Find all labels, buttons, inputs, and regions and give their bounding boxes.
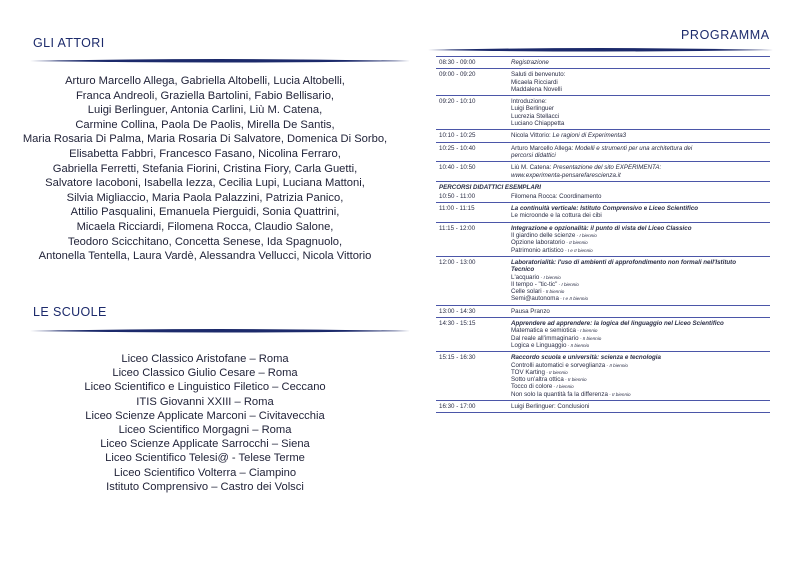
actor-line: Gabriella Ferretti, Stefania Fiorini, Cristina Fiory, Carla Guetti,: [52, 162, 358, 175]
school-line: Liceo Classico Aristofane – Roma: [121, 353, 289, 365]
program-time: 12:00 - 13:00: [439, 258, 476, 266]
program-line: L'acquario - I biennio: [511, 273, 561, 281]
program-line: Dal reale all'immaginario - II biennio: [511, 334, 602, 342]
program-line: Liù M. Catena: Presentazione del sito EXPERIMENTA:: [511, 164, 662, 172]
actor-line: Franca Andreoli, Graziella Bartolini, Fabio Bellisario,: [75, 89, 335, 102]
actor-line: Antonella Tentella, Laura Vardè, Alessandra Vellucci, Nicola Vittorio: [38, 250, 372, 263]
program-line: Tocco di colore - I biennio: [511, 383, 574, 391]
program-time: 09:00 - 09:20: [439, 71, 476, 79]
program-time: 10:25 - 10:40: [439, 144, 476, 152]
program-row: [436, 203, 770, 223]
program-row: [436, 191, 770, 203]
program-line: Maddalena Novelli: [511, 85, 562, 93]
program-line: Apprendere ad apprendere: la logica del linguaggio nel Liceo Scientifico: [511, 320, 724, 328]
program-line: Semi@autonoma - I e II biennio: [511, 295, 589, 303]
program-row: [436, 257, 770, 306]
program-activity: [511, 71, 770, 93]
program-activity: [511, 259, 770, 303]
program-row: [436, 96, 770, 130]
program-row: [436, 306, 770, 318]
program-time: 13:00 - 14:30: [439, 307, 476, 315]
program-row: [436, 130, 770, 142]
program-line: Filomena Rocca: Coordinamento: [511, 192, 602, 200]
program-line: Saluti di benvenuto:: [511, 71, 566, 79]
program-line: Non solo la quantità fa la differenza - II biennio: [511, 390, 631, 398]
program-line: Patrimonio artistico - I e II biennio: [511, 246, 593, 254]
actor-line: Luigi Berlinguer, Antonia Carlini, Liù M. Catena,: [87, 104, 323, 117]
program-row: [436, 352, 770, 401]
program-row: [436, 223, 770, 257]
program-line: Opzione laboratorio - II biennio: [511, 239, 588, 247]
school-line: Liceo Scienze Applicate Sarrocchi – Siena: [100, 438, 310, 451]
program-activity: [511, 145, 770, 160]
actor-line: Arturo Marcello Allega, Gabriella Altobelli, Lucia Altobelli,: [65, 75, 345, 87]
program-time: 09:20 - 10:10: [439, 98, 476, 106]
program-line: Il giardino delle scienze - I biennio: [511, 232, 597, 240]
program-activity: [511, 193, 770, 200]
program-line: Sotto un'altra ottica - II biennio: [511, 376, 587, 384]
actor-line: Elisabetta Fabbri, Francesco Fasano, Nicolina Ferraro,: [69, 147, 341, 160]
program-line: Arturo Marcello Allega: Modelli e strumenti per una architettura dei: [511, 144, 693, 152]
actor-line: Maria Rosaria Di Palma, Maria Rosaria Di Salvatore, Domenica Di Sorbo,: [22, 133, 388, 146]
program-line: Logica e Linguaggio - II biennio: [511, 341, 590, 349]
program-time: 10:40 - 10:50: [439, 164, 476, 172]
program-line: Integrazione e opzionalità: il punto di vista del Liceo Classico: [511, 224, 692, 232]
school-line: ITIS Giovanni XXIII – Roma: [136, 395, 274, 408]
program-line: Nicola Vittorio: Le ragioni di Experimenta3: [511, 132, 627, 140]
program-activity: [511, 205, 770, 220]
program-activity: [511, 403, 770, 410]
program-line: Celle solari - II biennio: [511, 288, 565, 296]
program-time: 14:30 - 15:15: [439, 320, 476, 328]
schools-list: [0, 352, 410, 494]
program-line: percorsi didattici: [511, 151, 556, 159]
program-activity: [511, 132, 770, 139]
program-time: 10:10 - 10:25: [439, 132, 476, 140]
program-activity: [511, 164, 770, 179]
school-line: Liceo Scientifico Morgagni – Roma: [118, 424, 292, 437]
actor-line: Micaela Ricciardi, Filomena Rocca, Claudio Salone,: [76, 220, 334, 233]
program-activity: [511, 98, 770, 127]
school-line: Liceo Scientifico Volterra – Ciampino: [113, 466, 297, 479]
program-row: [436, 401, 770, 413]
program-line: Matematica e semiotica - I biennio: [511, 327, 598, 335]
program-line: Pausa Pranzo: [511, 307, 550, 315]
program-line: Il tempo - "tic-tic" - I biennio: [511, 280, 579, 288]
school-line: Istituto Comprensivo – Castro dei Volsci: [106, 480, 304, 493]
schools-heading: LE SCUOLE: [33, 305, 107, 319]
program-line: Le microonde e la cottura dei cibi: [511, 212, 602, 220]
program-line: Micaela Ricciardi: [511, 78, 558, 86]
program-time: 10:50 - 11:00: [439, 192, 476, 200]
program-line: Introduzione:: [511, 98, 547, 106]
program-activity: [511, 225, 770, 254]
program-line: Raccordo scuola e università: scienza e tecnologia: [511, 354, 661, 362]
program-row: [436, 69, 770, 96]
actors-list: [0, 74, 410, 264]
program-line: Registrazione: [511, 59, 549, 66]
program-line: www.experimenta-pensarefarescienza.it: [511, 171, 621, 179]
program-activity: [511, 354, 770, 398]
actor-line: Salvatore Iacoboni, Isabella Iezza, Cecilia Lupi, Luciana Mattoni,: [45, 177, 365, 190]
program-row: [436, 143, 770, 163]
program-line: Luciano Chiappetta: [511, 120, 565, 128]
school-line: Liceo Scientifico e Linguistico Filetico – Ceccano: [84, 381, 326, 394]
program-row: [436, 162, 770, 182]
program-time: 11:15 - 12:00: [439, 224, 476, 232]
program-line: Laboratorialità: l'uso di ambienti di approfondimento non formali nell'Istituto: [511, 258, 737, 266]
program-activity: [511, 320, 770, 349]
program-time: 11:00 - 11:15: [439, 205, 475, 213]
program-activity: [511, 59, 770, 66]
program-line: Tecnico: [511, 266, 535, 274]
program-time: 16:30 - 17:00: [439, 402, 476, 410]
program-row: [436, 318, 770, 352]
school-line: Liceo Classico Giulio Cesare – Roma: [112, 367, 298, 380]
program-line: Lucrezia Stellacci: [511, 112, 560, 120]
actor-line: Silvia Migliaccio, Maria Paola Palazzini, Patrizia Panico,: [66, 191, 344, 204]
program-line: Luigi Berlinguer: [511, 105, 554, 113]
program-line: Luigi Berlinguer: Conclusioni: [511, 402, 590, 410]
program-section-title: PERCORSI DIDATTICI ESEMPLARI: [439, 183, 541, 191]
program-row: [436, 57, 770, 69]
program-table: [436, 56, 770, 413]
school-line: Liceo Scienze Applicate Marconi – Civitavecchia: [85, 409, 325, 422]
program-time: 08:30 - 09:00: [439, 59, 476, 66]
actors-heading: GLI ATTORI: [33, 36, 105, 50]
program-line: La continuità verticale: Istituto Comprensivo e Liceo Scientifico: [511, 205, 699, 213]
program-time: 15:15 - 16:30: [439, 354, 476, 362]
program-line: Controlli automatici e sorveglianza - II biennio: [511, 361, 628, 369]
program-heading: PROGRAMMA: [681, 28, 770, 42]
actor-line: Attilio Pasqualini, Emanuela Pierguidi, Sonia Quattrini,: [70, 206, 340, 219]
program-activity: [511, 308, 770, 315]
program-line: TOV Karting - II biennio: [511, 368, 568, 376]
actor-line: Carmine Collina, Paola De Paolis, Mirella De Santis,: [75, 118, 335, 131]
school-line: Liceo Scientifico Telesi@ - Telese Terme: [105, 452, 305, 465]
actor-line: Teodoro Scicchitano, Concetta Senese, Ida Spagnuolo,: [67, 235, 343, 248]
